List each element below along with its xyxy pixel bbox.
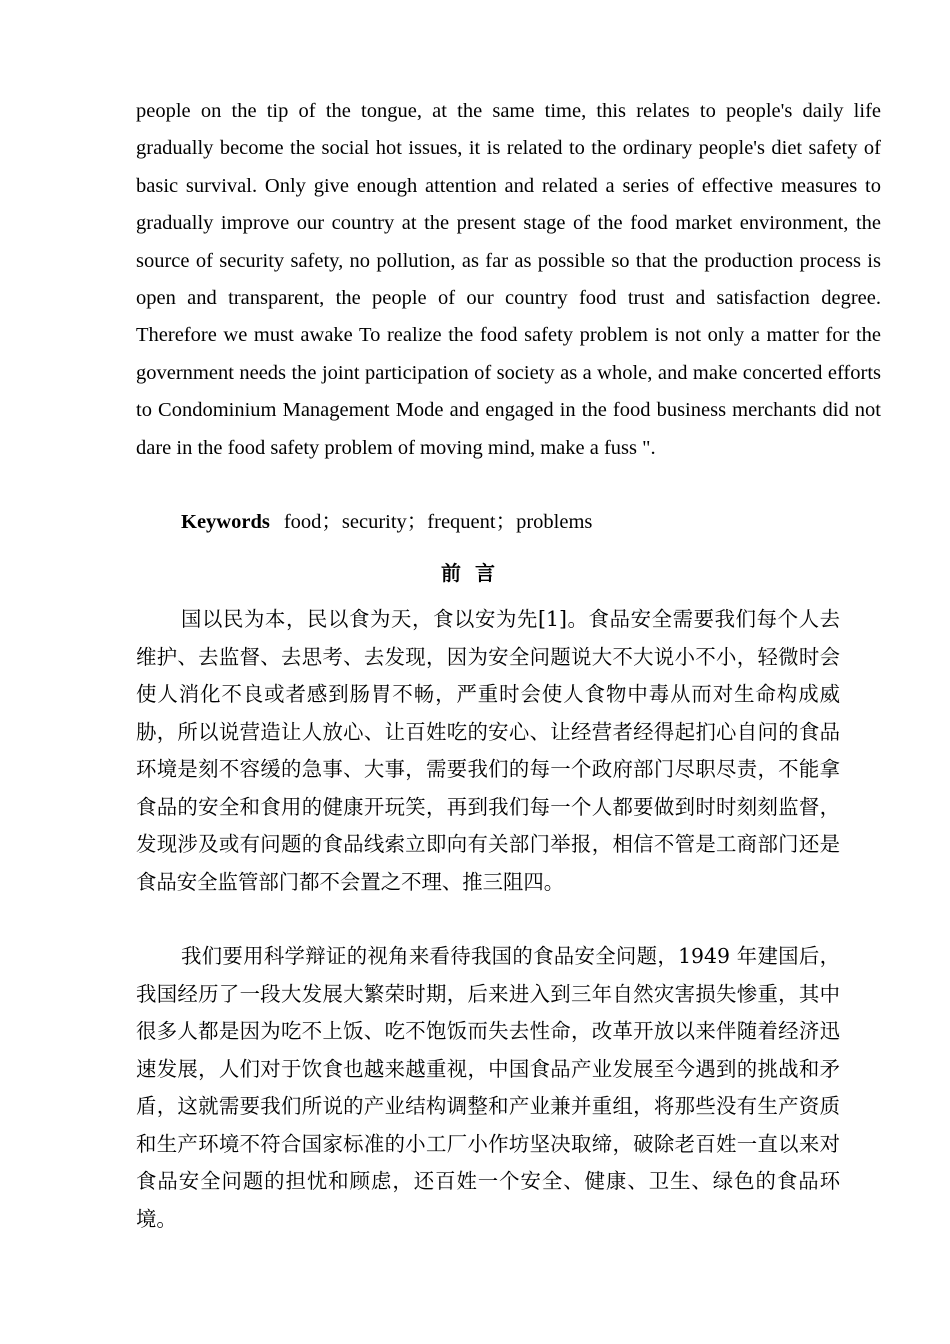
keywords-label: Keywords (181, 511, 270, 533)
keywords-line (181, 504, 592, 541)
english-abstract-paragraph: people on the tip of the tongue, at the same time, this relates to people's daily life gradually become the social hot issues, it is related to the ordinary people's diet safety of basic survival. Only give enough attention and related a series of effective measures to gradually improve our country at the present stage of the food market environment, the source of security safety, no pollution, as far as possible so that the production process is open and transparent, the people of our country food trust and satisfaction degree. Therefore we must awake To realize the food safety problem is not only a matter for the government needs the joint participation of society as a whole, and make concerted efforts to Condominium Management Mode and engaged in the food business merchants did not dare in the food safety problem of moving mind, make a fuss ". (136, 100, 881, 459)
preface-heading: 前言 (441, 561, 509, 585)
preface-paragraph-2: 我们要用科学辩证的视角来看待我国的食品安全问题，1949 年建国后，我国经历了一段大发展大繁荣时期，后来进入到三年自然灾害损失惨重，其中很多人都是因为吃不上饭、吃不饱饭而失去性命，改革开放以来伴随着经济迅速发展，人们对于饮食也越来越重视，中国食品产业发展至今遇到的挑战和矛盾，这就需要我们所说的产业结构调整和产业兼并重组，将那些没有生产资质和生产环境不符合国家标准的小工厂小作坊坚决取缔，破除老百姓一直以来对食品安全问题的担忧和顾虑，还百姓一个安全、健康、卫生、绿色的食品环境。 (136, 944, 840, 1231)
keywords-values: food；security；frequent；problems (283, 511, 593, 533)
preface-paragraph-1: 国以民为本，民以食为天，食以安为先[1]。食品安全需要我们每个人去维护、去监督、去思考、去发现，因为安全问题说大不大说小不小，轻微时会使人消化不良或者感到肠胃不畅，严重时会使人食物中毒从而对生命构成威胁，所以说营造让人放心、让百姓吃的安心、让经营者经得起扪心自问的食品环境是刻不容缓的急事、大事，需要我们的每一个政府部门尽职尽责，不能拿食品的安全和食用的健康开玩笑，再到我们每一个人都要做到时时刻刻监督，发现涉及或有问题的食品线索立即向有关部门举报，相信不管是工商部门还是食品安全监管部门都不会置之不理、推三阻四。 (136, 607, 840, 894)
